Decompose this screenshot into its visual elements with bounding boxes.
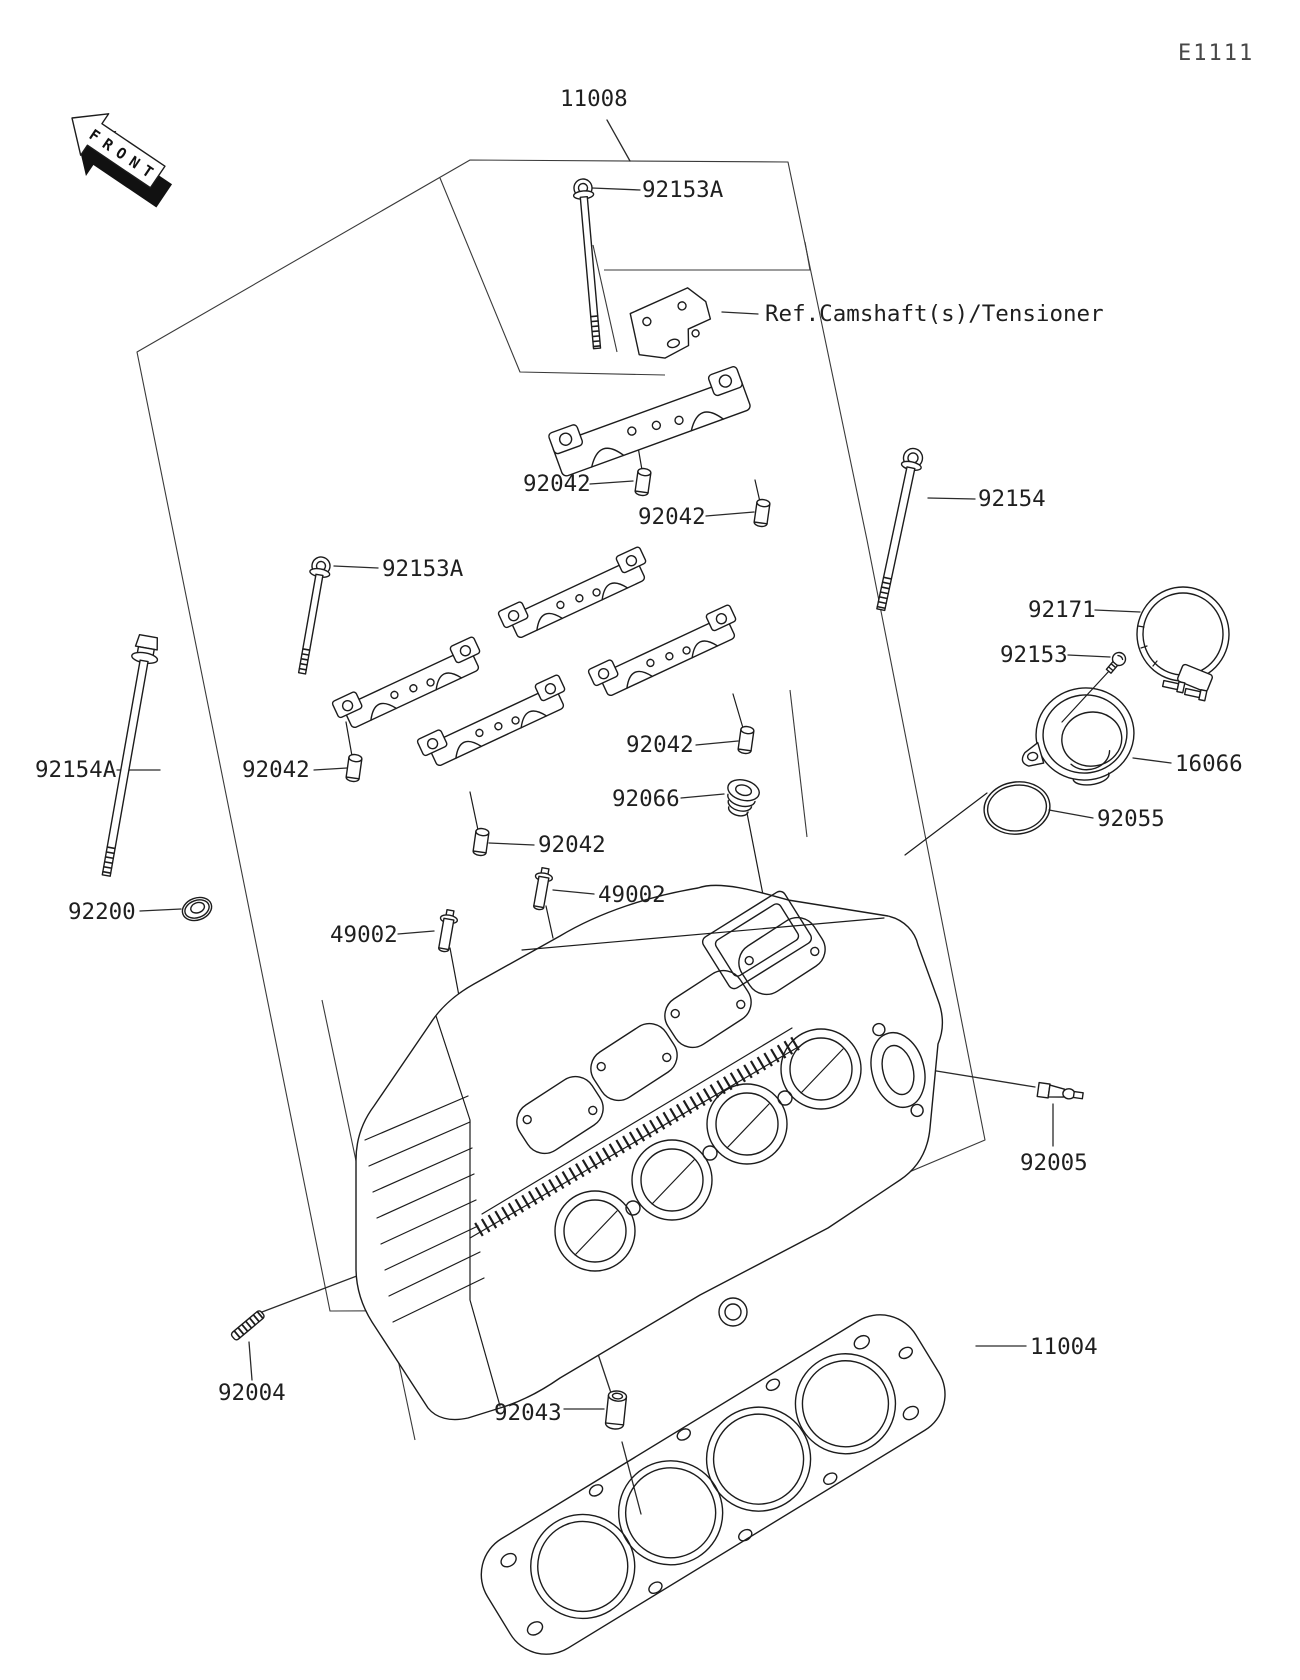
camshaft-cap-3 bbox=[332, 636, 487, 732]
part-92154a-bolt bbox=[93, 634, 161, 878]
callout-92153a-left: 92153A bbox=[382, 556, 464, 582]
callout-11004: 11004 bbox=[1030, 1334, 1098, 1360]
part-92042-dowel-1 bbox=[635, 468, 652, 497]
callout-49002-a: 49002 bbox=[598, 882, 666, 908]
callout-92005: 92005 bbox=[1020, 1150, 1088, 1176]
callout-92200: 92200 bbox=[68, 899, 136, 925]
front-arrow-label: FRONT bbox=[85, 125, 163, 186]
drain-boss bbox=[719, 1298, 747, 1326]
part-92004-stud bbox=[230, 1310, 265, 1341]
part-92066-plug bbox=[721, 776, 761, 819]
callout-92042-e: 92042 bbox=[538, 832, 606, 858]
callout-49002-b: 49002 bbox=[330, 922, 398, 948]
part-92171-clamp bbox=[1137, 587, 1229, 701]
camshaft-cap-pair-top bbox=[548, 366, 752, 478]
part-92005-fitting bbox=[1037, 1083, 1084, 1103]
callout-92171: 92171 bbox=[1028, 597, 1096, 623]
part-92153-screw bbox=[1104, 650, 1128, 676]
camshaft-cap-1 bbox=[498, 546, 653, 642]
callout-92004: 92004 bbox=[218, 1380, 286, 1406]
part-49002-guide-1 bbox=[435, 909, 459, 953]
part-92042-dowel-3 bbox=[346, 754, 363, 783]
callout-16066: 16066 bbox=[1175, 751, 1243, 777]
callout-92043: 92043 bbox=[494, 1400, 562, 1426]
part-92042-dowel-5 bbox=[473, 828, 490, 857]
callout-92042-b: 92042 bbox=[638, 504, 706, 530]
callout-92042-c: 92042 bbox=[242, 757, 310, 783]
part-92043-dowel bbox=[605, 1390, 627, 1430]
tensioner-bracket bbox=[626, 284, 717, 364]
callout-92042-a: 92042 bbox=[523, 471, 591, 497]
callout-92153a-top: 92153A bbox=[642, 177, 724, 203]
part-92154-bolt bbox=[871, 447, 925, 612]
callout-92154a: 92154A bbox=[35, 757, 117, 783]
callout-92154: 92154 bbox=[978, 486, 1046, 512]
part-92200-washer bbox=[179, 894, 215, 925]
part-92055-oring bbox=[981, 778, 1054, 839]
callout-92153: 92153 bbox=[1000, 642, 1068, 668]
part-92042-dowel-2 bbox=[754, 499, 771, 528]
callout-92042-d: 92042 bbox=[626, 732, 694, 758]
part-92153a-bolt-left bbox=[292, 555, 332, 675]
camshaft-cap-2 bbox=[588, 604, 743, 700]
part-92153a-bolt-top bbox=[572, 178, 607, 349]
callout-ref-camshaft: Ref.Camshaft(s)/Tensioner bbox=[765, 301, 1104, 327]
part-16066-holder bbox=[1014, 682, 1141, 794]
callout-11008: 11008 bbox=[560, 86, 628, 112]
part-92042-dowel-4 bbox=[738, 726, 755, 755]
callout-92066: 92066 bbox=[612, 786, 680, 812]
callout-92055: 92055 bbox=[1097, 806, 1165, 832]
front-arrow bbox=[51, 98, 184, 216]
diagram-code: E1111 bbox=[1178, 41, 1255, 66]
part-49002-guide-2 bbox=[530, 867, 554, 911]
part-11008-cylinder-head bbox=[356, 885, 943, 1419]
